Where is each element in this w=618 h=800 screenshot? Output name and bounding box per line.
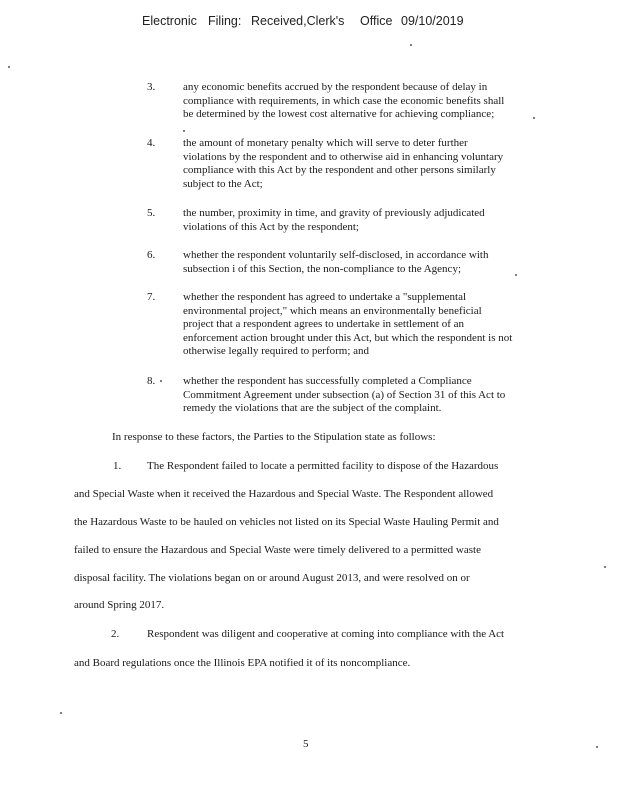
factor-line: the number, proximity in time, and gravity of previously adjudicated [183,207,485,219]
factor-number: 4. [147,137,156,149]
factor-number: 3. [147,81,156,93]
factor-line: remedy the violations that are the subject of the complaint. [183,402,442,414]
scan-speck [160,380,162,382]
factor-line: subject to the Act; [183,177,263,190]
paragraph-1-line: and Special Waste when it received the Hazardous and Special Waste. The Respondent allowed [74,488,494,500]
paragraph-2-first-line: Respondent was diligent and cooperative at coming into compliance with the Act [147,628,505,640]
factor-line: the amount of monetary penalty which will serve to deter further [183,137,468,149]
factor-line: whether the respondent has agreed to undertake a "supplemental [183,291,467,303]
paragraph-1-line: failed to ensure the Hazardous and Special Waste were timely delivered to a permitted waste [74,544,481,556]
paragraph-1-line: disposal facility. The violations began on or around August 2013, and were resolved on or [74,572,470,584]
scan-speck [604,566,606,568]
page-number: 5 [303,738,309,750]
paragraph-2-line: and Board regulations once the Illinois EPA notified it of its noncompliance. [74,657,411,669]
factor-line: whether the respondent has successfully completed a Compliance [183,375,472,387]
paragraph-2-number: 2. [111,628,120,640]
factor-line: otherwise legally required to perform; and [183,345,370,357]
factor-number: 7. [147,291,156,303]
header-date: 09/10/2019 [401,14,464,28]
factor-number: 5. [147,207,156,219]
paragraph-1-line: around Spring 2017. [74,599,165,611]
factor-line: enforcement action brought under this Act, but which the respondent is not [183,331,513,344]
factor-line: be determined by the lowest cost alternative for achieving compliance; [183,108,495,120]
factor-line: compliance with this Act by the respondent and other persons similarly [183,164,496,176]
scan-speck [60,712,62,714]
factor-line: violations by the respondent and to otherwise aid in enhancing voluntary [183,150,504,163]
scan-speck [8,66,10,68]
scan-speck [533,117,535,119]
factor-line: Commitment Agreement under subsection (a) of Section 31 of this Act to [183,388,506,401]
factor-number: 8. [147,375,156,387]
header-electronic: Electronic [142,14,197,28]
factor-line: whether the respondent voluntarily self-disclosed, in accordance with [183,249,489,261]
header-office: Office [360,14,393,28]
scan-speck [183,130,185,132]
factor-line: any economic benefits accrued by the respondent because of delay in [183,81,488,93]
paragraph-1-number: 1. [113,460,122,472]
scan-speck [596,746,598,748]
header-received: Received,Clerk's [251,14,345,28]
factor-line: compliance with requirements, in which case the economic benefits shall [183,94,505,107]
paragraph-1-line: the Hazardous Waste to be hauled on vehicles not listed on its Special Waste Hauling Permit and [74,516,499,528]
scan-speck [410,44,412,46]
factor-line: violations of this Act by the respondent; [183,220,359,233]
header-filing: Filing: [208,14,242,28]
paragraph-1-first-line: The Respondent failed to locate a permitted facility to dispose of the Hazardous [147,460,499,472]
stipulation-intro: In response to these factors, the Parties to the Stipulation state as follows: [112,431,436,443]
factor-line: subsection i of this Section, the non-compliance to the Agency; [183,262,461,275]
scan-speck [515,274,517,276]
factor-line: project that a respondent agrees to undertake in settlement of an [183,318,465,330]
factor-number: 6. [147,249,156,261]
factor-line: environmental project," which means an environmentally beneficial [183,304,482,317]
